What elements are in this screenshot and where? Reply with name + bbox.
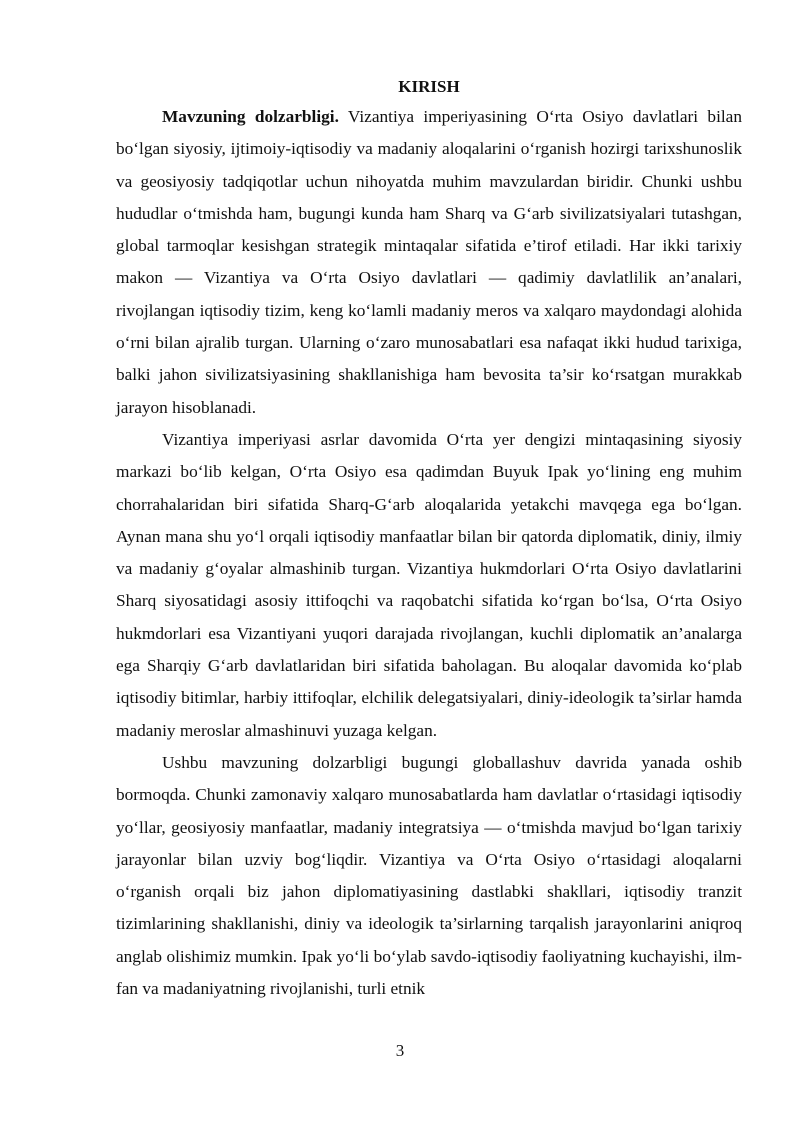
paragraph-text: Ushbu mavzuning dolzarbligi bugungi globallashuv davrida yanada oshib bormoqda. Chunki zamonaviy xalqaro munosabatlarda ham davlatlar o‘rtasidagi iqtisodiy yo‘llar, geosiyosiy manfaatlar, madaniy integratsiya — o‘tmishda mavjud bo‘lgan tarixiy jarayonlar bilan uzviy bog‘liqdir. Vizantiya va O‘rta Osiyo o‘rtasidagi aloqalarni o‘rganish orqali biz jahon diplomatiyasining dastlabki shakllari, iqtisodiy tranzit tizimlarining shakllanishi, diniy va ideologik ta’sirlarning tarqalish jarayonlarini aniqroq anglab olishimiz mumkin. Ipak yo‘li bo‘ylab savdo-iqtisodiy faoliyatning kuchayishi, ilm-fan va madaniyatning rivojlanishi, turli etnik bbox=[116, 752, 742, 999]
page-number: 3 bbox=[395, 1041, 405, 1060]
paragraph-text: Vizantiya imperiyasi asrlar davomida O‘rta yer dengizi mintaqasining siyosiy markazi bo‘lib kelgan, O‘rta Osiyo esa qadimdan Buyuk Ipak yo‘lining eng muhim chorrahalaridan biri sifatida Sharq-G‘arb aloqalarida yetakchi mavqega ega bo‘lgan. Aynan mana shu yo‘l orqali iqtisodiy manfaatlar bilan bir qatorda diplomatik, diniy, ilmiy va madaniy g‘oyalar almashinib turgan. Vizantiya hukmdorlari O‘rta Osiyo davlatlarini Sharq siyosatidagi asosiy ittifoqchi va raqobatchi sifatida ko‘rgan bo‘lsa, O‘rta Osiyo hukmdorlari esa Vizantiyani yuqori darajada rivojlangan, kuchli diplomatik an’analarga ega Sharqiy G‘arb davlatlaridan biri sifatida baholagan. Bu aloqalar davomida ko‘plab iqtisodiy bitimlar, harbiy ittifoqlar, elchilik delegatsiyalari, diniy-ideologik ta’sirlar hamda madaniy meroslar almashinuvi yuzaga kelgan. bbox=[116, 429, 742, 740]
section-title: KIRISH bbox=[398, 77, 460, 96]
document-page bbox=[116, 76, 742, 1005]
paragraph-byzantium-central-asia bbox=[116, 424, 742, 747]
paragraph-relevance bbox=[116, 101, 742, 424]
paragraph-globalization bbox=[116, 747, 742, 1005]
paragraph-text: Vizantiya imperiyasining O‘rta Osiyo davlatlari bilan bo‘lgan siyosiy, ijtimoiy-iqtisodiy va madaniy aloqalarini o‘rganish hozirgi tarixshunoslik va geosiyosiy tadqiqotlar uchun nihoyatda muhim mavzulardan biridir. Chunki ushbu hududlar o‘tmishda ham, bugungi kunda ham Sharq va G‘arb sivilizatsiyalari tutashgan, global tarmoqlar kesishgan strategik mintaqalar sifatida e’tirof etiladi. Har ikki tarixiy makon — Vizantiya va O‘rta Osiyo davlatlari — qadimiy davlatlilik an’analari, rivojlangan iqtisodiy tizim, keng ko‘lamli madaniy meros va xalqaro maydondagi alohida o‘rni bilan ajralib turgan. Ularning o‘zaro munosabatlari esa nafaqat ikki hudud tarixiga, balki jahon sivilizatsiyasining shakllanishiga ham bevosita ta’sir ko‘rsatgan murakkab jarayon hisoblanadi. bbox=[116, 107, 742, 417]
paragraph-lead-heading: Mavzuning dolzarbligi. bbox=[162, 107, 339, 126]
